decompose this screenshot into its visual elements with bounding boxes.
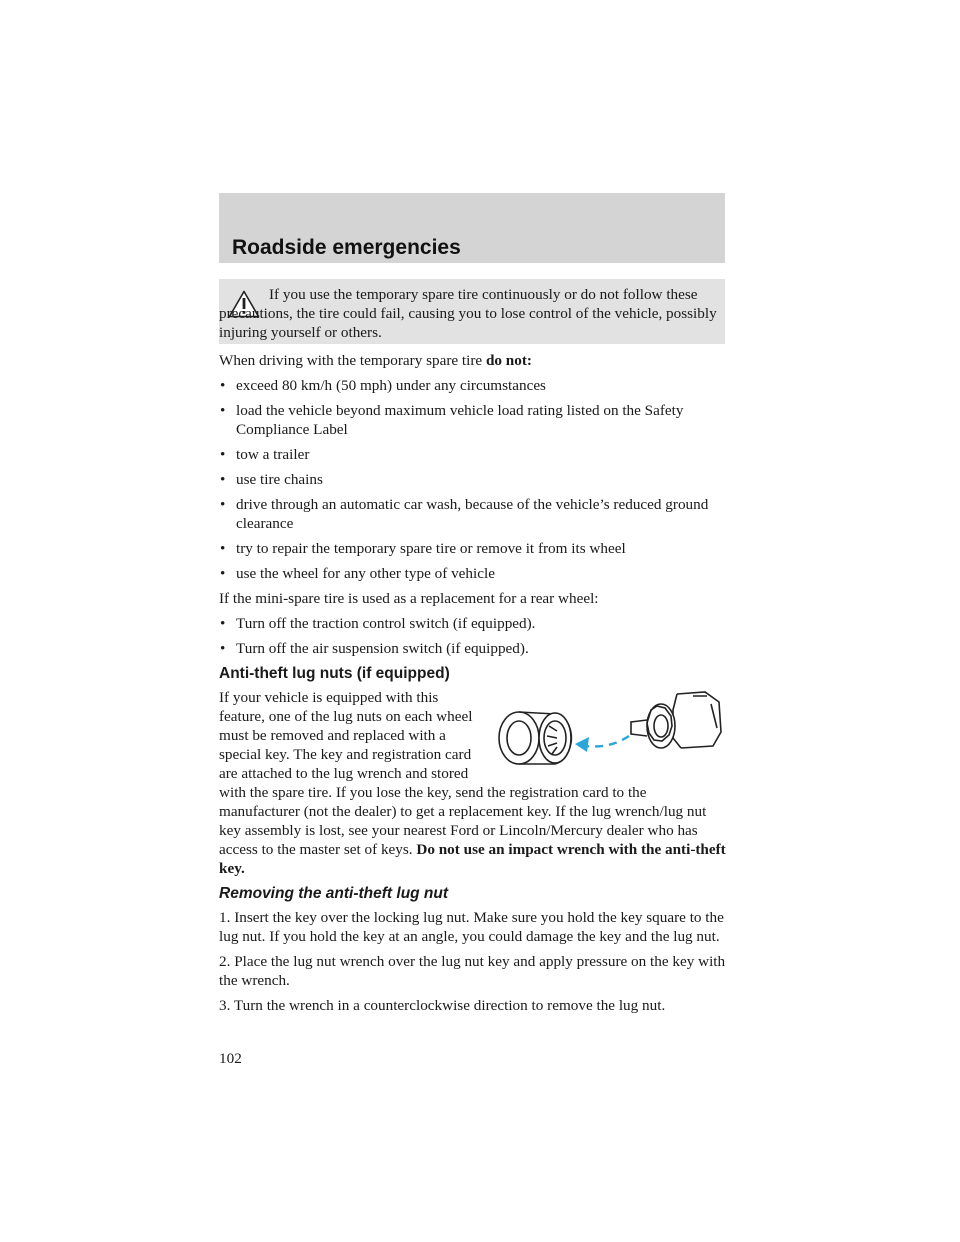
bullet: • [220, 377, 226, 394]
warning-text: If you use the temporary spare tire continuously or do not follow these precautions, the tire could fail, causing you to lose control of the vehicle, possibly injuring yourself or others. [219, 286, 717, 341]
main-content [219, 351, 729, 1021]
list-item: • try to repair the temporary spare tire or remove it from its wheel [220, 540, 626, 557]
list-item: • use tire chains [220, 471, 323, 488]
intro-paragraph: When driving with the temporary spare tire do not: [219, 352, 532, 369]
antitheft-heading: Anti-theft lug nuts (if equipped) [219, 665, 450, 682]
rear-wheel-paragraph: If the mini-spare tire is used as a replacement for a rear wheel: [219, 590, 599, 607]
list-item: • exceed 80 km/h (50 mph) under any circumstances [220, 377, 546, 394]
bullet: • [220, 402, 226, 419]
rear-wheel-list [219, 614, 729, 658]
page-number: 102 [219, 1050, 242, 1067]
section-title: Roadside emergencies [232, 236, 461, 259]
bullet: • [220, 471, 226, 488]
list-item: • tow a trailer [220, 446, 310, 463]
list-item: • load the vehicle beyond maximum vehicle load rating listed on the Safety Compliance Label [220, 402, 684, 438]
list-item: • Turn off the traction control switch (if equipped). [220, 615, 536, 632]
list-item: • Turn off the air suspension switch (if equipped). [220, 640, 529, 657]
bullet: • [220, 565, 226, 582]
warning-box [219, 279, 725, 344]
do-not-list [219, 376, 729, 583]
list-item: • use the wheel for any other type of vehicle [220, 565, 495, 582]
step-3: 3. Turn the wrench in a counterclockwise direction to remove the lug nut. [219, 997, 666, 1014]
bullet: • [220, 496, 226, 513]
lug-nut-key-illustration [481, 688, 731, 776]
step-1: 1. Insert the key over the locking lug nut. Make sure you hold the key square to the lug nut. If you hold the key at an angle, you could damage the key and the lug nut. [219, 909, 724, 945]
bullet: • [220, 615, 226, 632]
list-item: • drive through an automatic car wash, because of the vehicle’s reduced ground clearance [220, 496, 709, 532]
section-header [219, 193, 725, 263]
antitheft-paragraph: If your vehicle is equipped with this feature, one of the lug nuts on each wheel must be removed and replaced with a special key. The key and registration card are attached to the lug wrench and stored with the spare tire. If you lose the key, send the registration card to the manufacturer (not the dealer) to get a replacement key. If the lug wrench/lug nut key assembly is lost, see your nearest Ford or Lincoln/Mercury dealer who has access to the master set of keys. Do not use an impact wrench with the anti-theft key. [219, 689, 726, 877]
bullet: • [220, 540, 226, 557]
removing-heading: Removing the anti-theft lug nut [219, 885, 449, 902]
step-2: 2. Place the lug nut wrench over the lug nut key and apply pressure on the key with the wrench. [219, 953, 726, 989]
bullet: • [220, 640, 226, 657]
bullet: • [220, 446, 226, 463]
